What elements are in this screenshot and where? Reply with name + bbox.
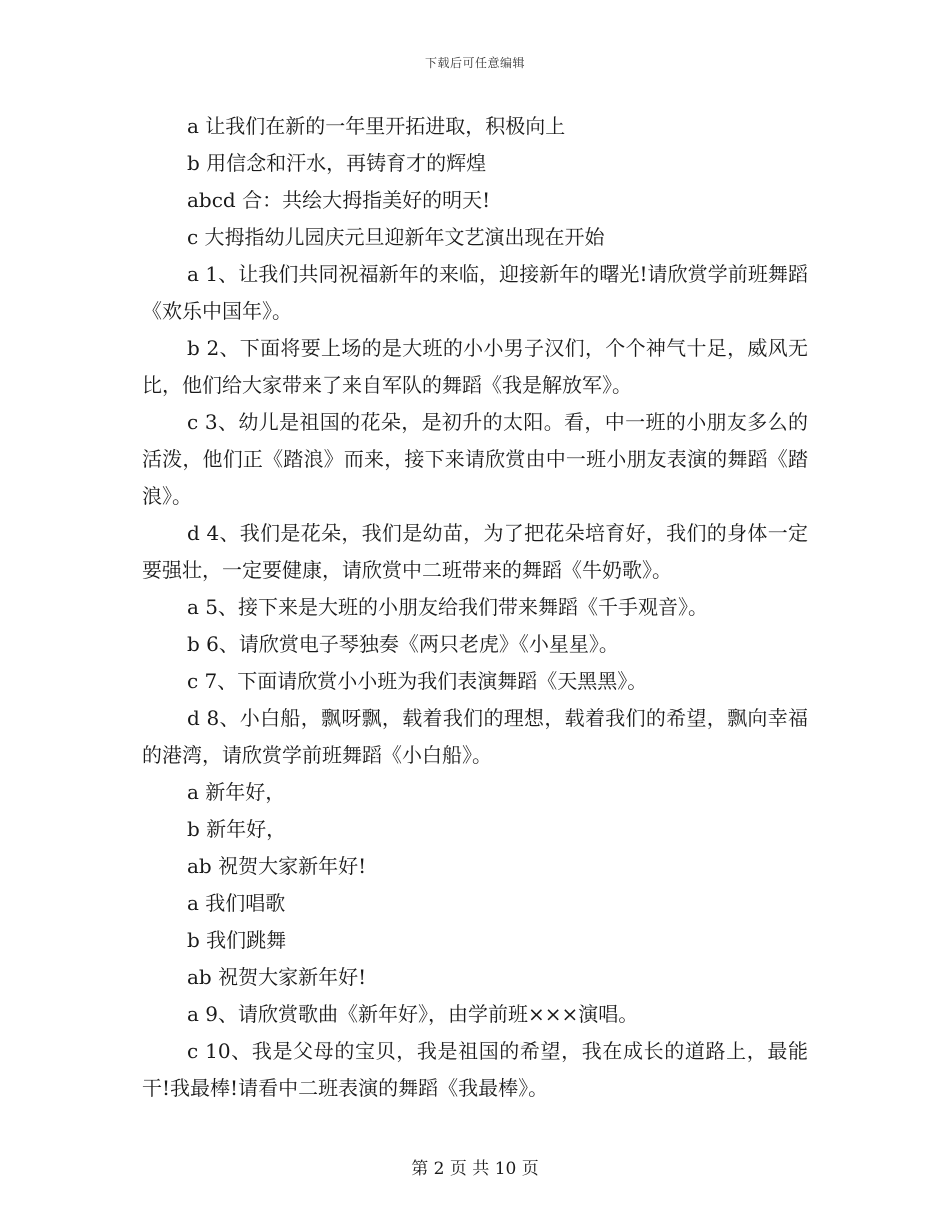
paragraph: c 7、下面请欣赏小小班为我们表演舞蹈《天黑黑》。: [187, 669, 648, 693]
paragraph: abcd 合：共绘大拇指美好的明天!: [187, 188, 491, 212]
paragraph: a 让我们在新的一年里开拓进取，积极向上: [187, 114, 566, 138]
page-footer: 第 2 页 共 10 页: [411, 1159, 539, 1179]
paragraph: c 大拇指幼儿园庆元旦迎新年文艺演出现在开始: [187, 225, 605, 249]
document-body: [142, 108, 808, 1107]
paragraph: ab 祝贺大家新年好!: [187, 965, 367, 989]
paragraph: a 我们唱歌: [187, 891, 286, 915]
paragraph: c 3、幼儿是祖国的花朵，是初升的太阳。看，中一班的小朋友多么的活泼，他们正《踏浪》而来，接下来请欣赏由中一班小朋友表演的舞蹈《踏浪》。: [142, 410, 808, 508]
page-header: 下载后可任意编辑: [424, 56, 525, 70]
paragraph: c 10、我是父母的宝贝，我是祖国的希望，我在成长的道路上，最能干!我最棒!请看中二班表演的舞蹈《我最棒》。: [142, 1039, 808, 1100]
paragraph: d 4、我们是花朵，我们是幼苗，为了把花朵培育好，我们的身体一定要强壮，一定要健康，请欣赏中二班带来的舞蹈《牛奶歌》。: [142, 521, 808, 582]
paragraph: a 1、让我们共同祝福新年的来临，迎接新年的曙光!请欣赏学前班舞蹈《欢乐中国年》。: [142, 262, 808, 323]
paragraph: a 5、接下来是大班的小朋友给我们带来舞蹈《千手观音》。: [187, 595, 709, 619]
paragraph: a 9、请欣赏歌曲《新年好》，由学前班×××演唱。: [187, 1002, 639, 1026]
paragraph: b 新年好，: [187, 817, 287, 841]
paragraph: b 用信念和汗水，再铸育才的辉煌: [187, 151, 487, 175]
paragraph: a 新年好，: [187, 780, 286, 804]
paragraph: b 2、下面将要上场的是大班的小小男子汉们，个个神气十足，威风无比，他们给大家带来了来自军队的舞蹈《我是解放军》。: [142, 336, 808, 397]
paragraph: ab 祝贺大家新年好!: [187, 854, 367, 878]
paragraph: b 6、请欣赏电子琴独奏《两只老虎》《小星星》。: [187, 632, 619, 656]
paragraph: d 8、小白船，飘呀飘，载着我们的理想，载着我们的希望，飘向幸福的港湾，请欣赏学前班舞蹈《小白船》。: [142, 706, 808, 767]
paragraph: b 我们跳舞: [187, 928, 287, 952]
